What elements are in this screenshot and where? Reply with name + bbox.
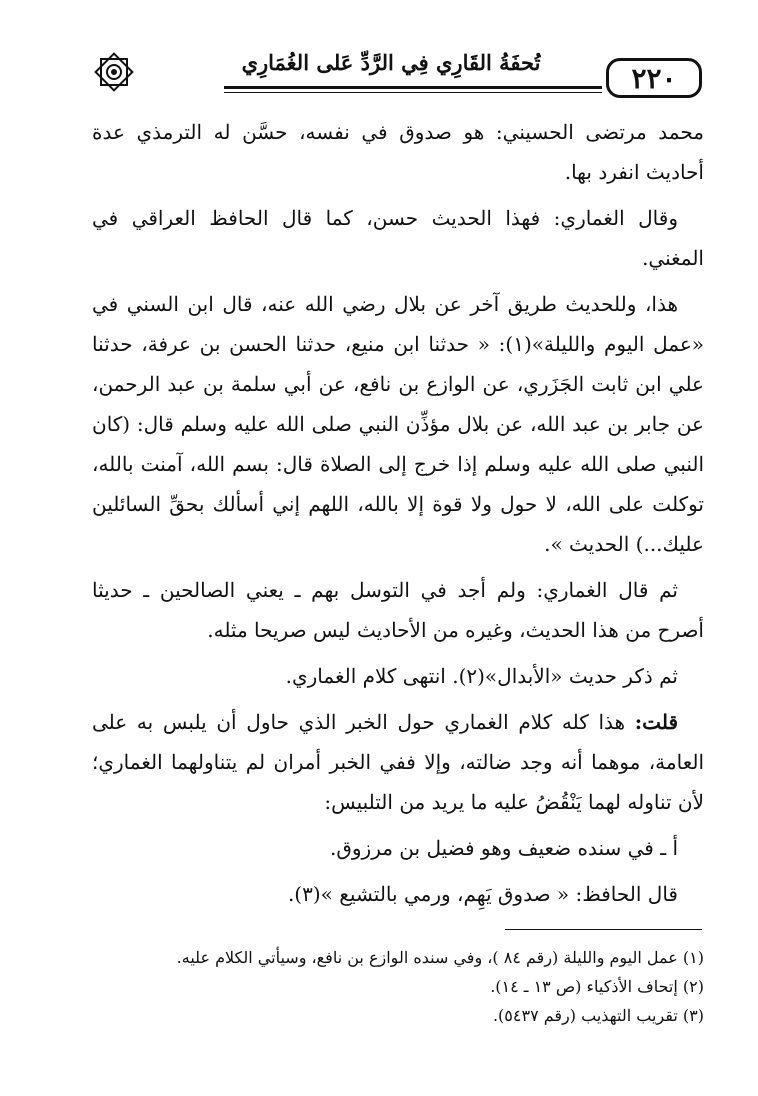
page-header bbox=[90, 44, 702, 94]
paragraph bbox=[92, 828, 704, 868]
footnote: (٣) تقريب التهذيب (رقم ٥٤٣٧). bbox=[492, 1006, 704, 1025]
paragraph-text: محمد مرتضى الحسيني: هو صدوق في نفسه، حسَّن له الترمذي عدة أحاديث انفرد بها. bbox=[92, 120, 704, 184]
paragraph-text: ثم قال الغماري: ولم أجد في التوسل بهم ـ يعني الصالحين ـ حديثا أصرح من هذا الحديث، وغيره من الأحاديث ليس صريحا مثله. bbox=[92, 578, 704, 642]
paragraph bbox=[92, 284, 704, 564]
page-number: ٢٢٠ bbox=[606, 58, 702, 98]
paragraph bbox=[92, 570, 704, 650]
paragraph-text: أ ـ في سنده ضعيف وهو فضيل بن مرزوق. bbox=[330, 836, 678, 860]
eight-point-star-ornament-icon bbox=[90, 48, 138, 96]
main-text bbox=[92, 112, 704, 914]
paragraph-text: ثم ذكر حديث «الأبدال»(٢). انتهى كلام الغماري. bbox=[285, 664, 678, 688]
paragraph-lead: قلت: bbox=[634, 710, 678, 734]
paragraph bbox=[92, 112, 704, 192]
paragraph-text: وقال الغماري: فهذا الحديث حسن، كما قال الحافظ العراقي في المغني. bbox=[92, 206, 704, 270]
paragraph-text: هذا، وللحديث طريق آخر عن بلال رضي الله عنه، قال ابن السني في «عمل اليوم والليلة»(١): « حدثنا ابن منيع، حدثنا الحسن بن عرفة، حدثنا علي ابن ثابت الجَزَري، عن الوازع بن نافع، عن أبي سلمة بن عبد الرحمن، عن جابر بن عبد الله، عن بلال مؤذِّن النبي صلى الله عليه وسلم قال: (كان النبي صلى الله عليه وسلم إذا خرج إلى الصلاة قال: بسم الله، آمنت بالله، توكلت على الله، لا حول ولا قوة إلا بالله، اللهم إني أسألك بحقِّ السائلين عليك...) الحديث ». bbox=[92, 292, 704, 556]
paragraph-text: قال الحافظ: « صدوق يَهِم، ورمي بالتشيع »(٣). bbox=[287, 882, 678, 906]
paragraph-text: هذا كله كلام الغماري حول الخبر الذي حاول أن يلبس به على العامة، موهما أنه وجد ضالته، وإلا ففي الخبر أمران لم يتناولهما الغماري؛ لأن تناوله لهما يَنْقُضُ عليه ما يريد من التلبيس: bbox=[92, 710, 704, 814]
paragraph bbox=[92, 874, 704, 914]
footnote: (١) عمل اليوم والليلة (رقم ٨٤ )، وفي سنده الوازع بن نافع، وسيأتي الكلام عليه. bbox=[176, 948, 704, 967]
running-title: تُحفَةُ القَارِي فِي الرَّدِّ عَلى الغُمَارِي bbox=[241, 50, 541, 75]
paragraph bbox=[92, 702, 704, 822]
paragraph bbox=[92, 656, 704, 696]
header-rule-thin bbox=[224, 92, 602, 93]
header-rule-thick bbox=[224, 86, 602, 89]
footnotes bbox=[92, 943, 704, 1030]
paragraph bbox=[92, 198, 704, 278]
footnote-separator bbox=[505, 929, 702, 930]
footnote: (٢) إتحاف الأذكياء (ص ١٣ ـ ١٤). bbox=[490, 977, 704, 996]
